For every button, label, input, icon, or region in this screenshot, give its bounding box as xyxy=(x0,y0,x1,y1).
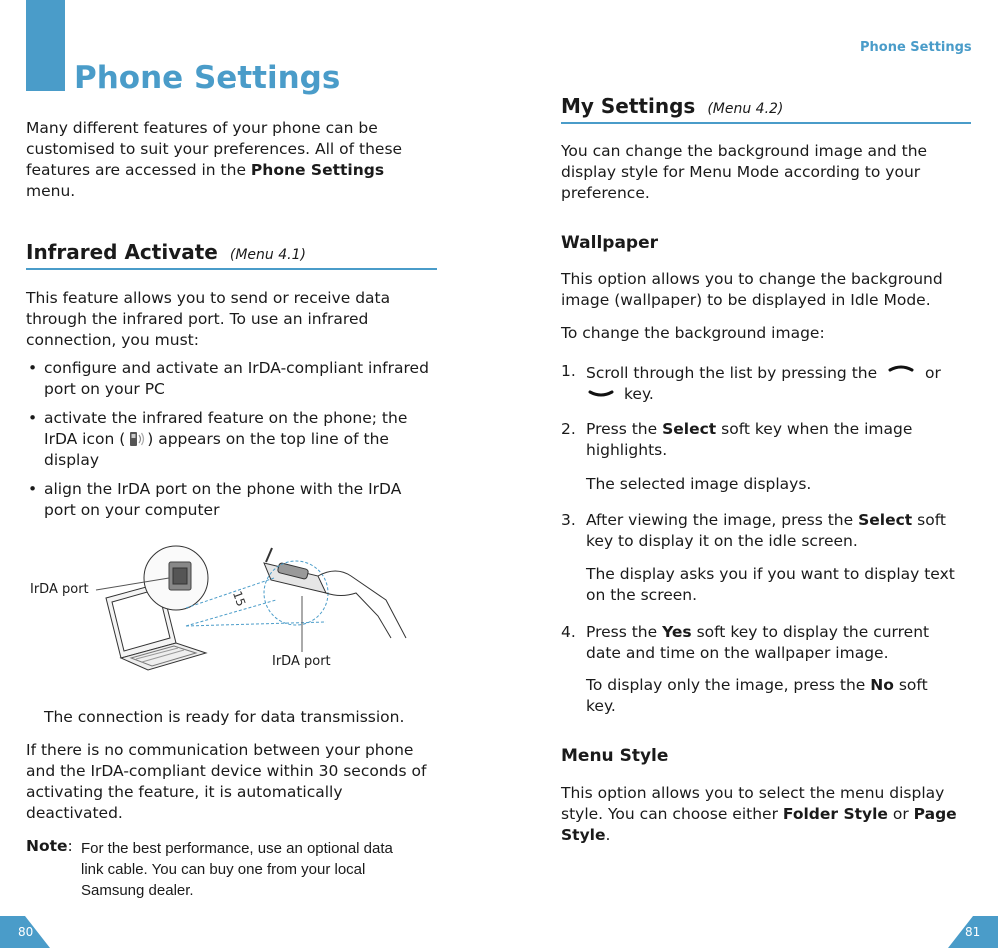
step-3: 3. After viewing the image, press the Select soft key to display it on the idle screen. The display asks you if you want to display text on the screen. xyxy=(561,511,955,604)
connection-ready-text: The connection is ready for data transmission. xyxy=(44,708,405,726)
subheading-menu-style: Menu Style xyxy=(561,746,669,766)
step-4: 4. Press the Yes soft key to display the current date and time on the wallpaper image. To display only the image, press the No soft key. xyxy=(561,623,930,715)
section-heading-my-settings: My Settings (Menu 4.2) xyxy=(561,94,784,118)
infrared-paragraph: This feature allows you to send or receive data through the infrared port. To use an infrared connection, you must: xyxy=(26,289,391,349)
wallpaper-paragraph: This option allows you to change the background image (wallpaper) to be displayed in Idle Mode. xyxy=(561,270,943,309)
irda-port-label-phone: IrDA port xyxy=(272,654,331,669)
my-settings-paragraph: You can change the background image and the display style for Menu Mode according to your preference. xyxy=(561,142,928,202)
page-title: Phone Settings xyxy=(74,60,341,96)
bullet-list-item: • activate the infrared feature on the phone; the IrDA icon ( ) appears on the top line of the display xyxy=(28,409,408,469)
bullet-list-item: • configure and activate an IrDA-compliant infrared port on your PC xyxy=(28,359,429,398)
intro-paragraph: Many different features of your phone can be customised to suit your preferences. All of these features are accessed in the Phone Settings menu. xyxy=(26,119,403,200)
subheading-wallpaper: Wallpaper xyxy=(561,233,658,253)
wallpaper-intro: To change the background image: xyxy=(561,324,825,342)
irda-illustration xyxy=(26,538,436,678)
menu-style-paragraph: This option allows you to select the menu display style. You can choose either Folder Style or Page Style. xyxy=(561,784,957,844)
step-1: 1. Scroll through the list by pressing the or key. xyxy=(561,362,941,403)
irda-icon xyxy=(125,431,147,447)
no-communication-paragraph: If there is no communication between your phone and the IrDA-compliant device within 30 seconds of activating the feature, it is automatically deactivated. xyxy=(26,741,427,822)
irda-port-label-pc: IrDA port xyxy=(30,582,89,597)
scroll-up-key-icon xyxy=(882,361,920,375)
chapter-tab xyxy=(26,0,65,91)
bullet-list-item: • align the IrDA port on the phone with the IrDA port on your computer xyxy=(28,480,402,519)
page-number: 80 xyxy=(18,925,34,939)
step-2: 2. Press the Select soft key when the image highlights. The selected image displays. xyxy=(561,420,913,493)
angle-label: 15 xyxy=(229,589,249,609)
section-rule xyxy=(26,268,437,270)
running-head: Phone Settings xyxy=(860,40,972,55)
note-block: Note: For the best performance, use an optional data link cable. You can buy one from your local Samsung dealer. xyxy=(26,837,393,899)
page-number: 81 xyxy=(965,925,981,939)
section-heading-infrared: Infrared Activate (Menu 4.1) xyxy=(26,240,306,264)
scroll-down-key-icon xyxy=(586,386,624,400)
section-rule xyxy=(561,122,971,124)
